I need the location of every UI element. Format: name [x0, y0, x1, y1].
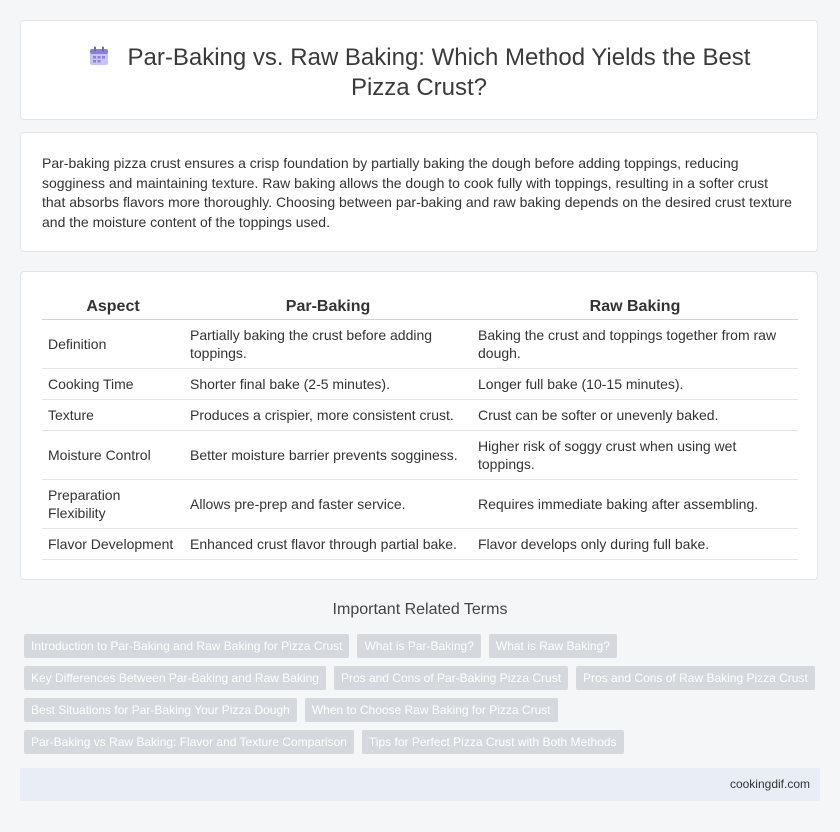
cell-raw-baking: Flavor develops only during full bake.: [472, 529, 798, 560]
related-terms-list: [24, 634, 814, 762]
cell-raw-baking: Baking the crust and toppings together from raw dough.: [472, 320, 798, 369]
page-title-text: Par-Baking vs. Raw Baking: Which Method Yields the Best Pizza Crust?: [127, 44, 751, 101]
comparison-card: [20, 271, 818, 580]
cell-raw-baking: Requires immediate baking after assembling.: [472, 480, 798, 529]
related-terms-heading: Important Related Terms: [332, 601, 508, 618]
term-tag[interactable]: Best Situations for Par-Baking Your Pizza Dough: [24, 698, 297, 722]
cell-aspect: Definition: [42, 320, 184, 369]
cell-raw-baking: Higher risk of soggy crust when using wet toppings.: [472, 431, 798, 480]
comparison-table: [42, 295, 798, 560]
term-tag[interactable]: When to Choose Raw Baking for Pizza Crust: [305, 698, 558, 722]
term-tag[interactable]: What is Par-Baking?: [357, 634, 480, 658]
site-link[interactable]: cookingdif.com: [729, 777, 810, 791]
page-title: [61, 43, 777, 103]
cell-par-baking: Produces a crispier, more consistent crust.: [184, 400, 472, 431]
header-raw-baking: Raw Baking: [472, 295, 798, 320]
table-row: [42, 400, 798, 431]
cell-aspect: Moisture Control: [42, 431, 184, 480]
table-row: [42, 431, 798, 480]
table-row: [42, 320, 798, 369]
term-tag[interactable]: Introduction to Par-Baking and Raw Baking for Pizza Crust: [24, 634, 349, 658]
cell-par-baking: Allows pre-prep and faster service.: [184, 480, 472, 529]
cell-aspect: Texture: [42, 400, 184, 431]
intro-card: [20, 132, 818, 252]
term-tag[interactable]: What is Raw Baking?: [489, 634, 617, 658]
term-tag[interactable]: Tips for Perfect Pizza Crust with Both Methods: [362, 730, 624, 754]
table-row: [42, 480, 798, 529]
calendar-icon: [88, 45, 110, 67]
term-tag[interactable]: Pros and Cons of Par-Baking Pizza Crust: [334, 666, 568, 690]
table-row: [42, 529, 798, 560]
cell-par-baking: Better moisture barrier prevents sogginess.: [184, 431, 472, 480]
cell-aspect: Cooking Time: [42, 369, 184, 400]
cell-raw-baking: Longer full bake (10-15 minutes).: [472, 369, 798, 400]
intro-paragraph: Par-baking pizza crust ensures a crisp foundation by partially baking the dough before adding toppings, reducing sogginess and maintaining texture. Raw baking allows the dough to cook fully with toppings, resulting in a softer crust that absorbs flavors more thoroughly. Choosing between par-baking and raw baking depends on the desired crust texture and the moisture content of the toppings used.: [42, 155, 792, 230]
cell-aspect: Preparation Flexibility: [42, 480, 184, 529]
term-tag[interactable]: Pros and Cons of Raw Baking Pizza Crust: [576, 666, 815, 690]
footer: [20, 768, 820, 801]
cell-aspect: Flavor Development: [42, 529, 184, 560]
title-card: [20, 20, 818, 120]
cell-par-baking: Shorter final bake (2-5 minutes).: [184, 369, 472, 400]
term-row: [24, 730, 814, 754]
table-header-row: [42, 295, 798, 320]
cell-par-baking: Enhanced crust flavor through partial bake.: [184, 529, 472, 560]
header-aspect: Aspect: [42, 295, 184, 320]
cell-raw-baking: Crust can be softer or unevenly baked.: [472, 400, 798, 431]
term-row: [24, 634, 814, 658]
header-par-baking: Par-Baking: [184, 295, 472, 320]
term-row: [24, 666, 814, 690]
cell-par-baking: Partially baking the crust before adding toppings.: [184, 320, 472, 369]
term-row: [24, 698, 814, 722]
term-tag[interactable]: Par-Baking vs Raw Baking: Flavor and Texture Comparison: [24, 730, 354, 754]
term-tag[interactable]: Key Differences Between Par-Baking and Raw Baking: [24, 666, 326, 690]
table-row: [42, 369, 798, 400]
